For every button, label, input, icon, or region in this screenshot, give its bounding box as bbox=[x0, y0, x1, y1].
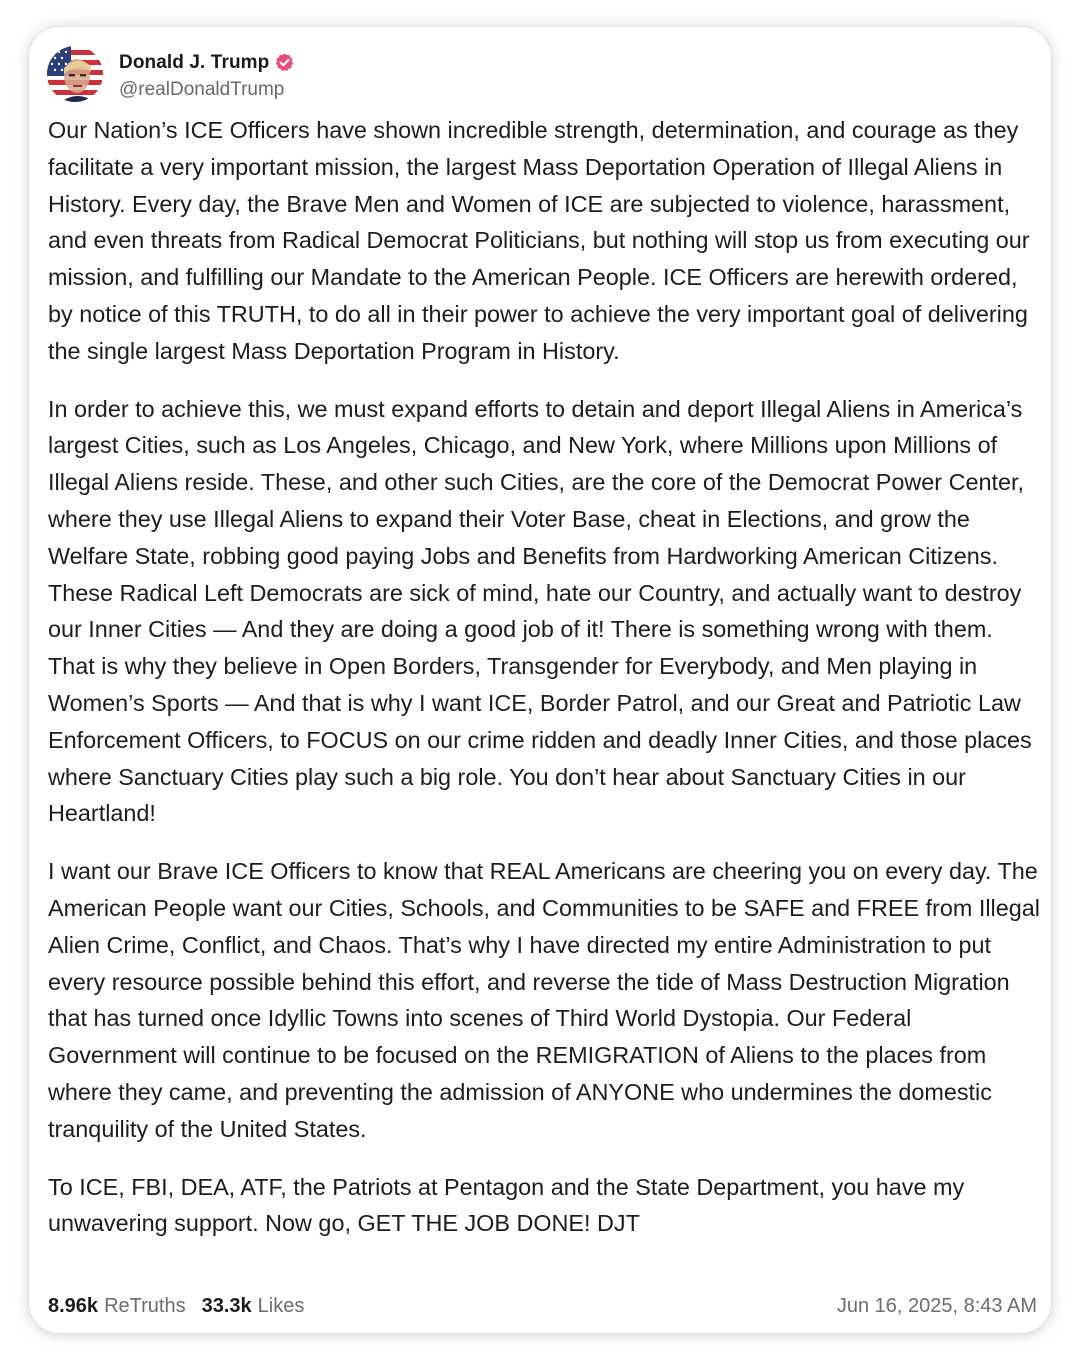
avatar[interactable] bbox=[47, 46, 103, 102]
post-footer bbox=[48, 1291, 1037, 1321]
avatar-image bbox=[47, 46, 103, 102]
verified-badge-icon bbox=[274, 52, 295, 73]
post-paragraph-4: To ICE, FBI, DEA, ATF, the Patriots at Pentagon and the State Department, you have my unwavering support. Now go, GET THE JOB DONE! DJT bbox=[48, 1173, 965, 1237]
post-card bbox=[29, 27, 1051, 1333]
author-block bbox=[119, 48, 295, 101]
retruths-label: ReTruths bbox=[104, 1294, 186, 1317]
author-name[interactable]: Donald J. Trump bbox=[119, 51, 270, 73]
post-paragraph-3: I want our Brave ICE Officers to know that REAL Americans are cheering you on every day. The American People want our Cities, Schools, and Communities to be SAFE and FREE from Illegal Alien Crime, Conflict, and Chaos. That’s why I have directed my entire Administration to put every resource possible behind this effort, and reverse the tide of Mass Destruction Migration that has turned once Idyllic Towns into scenes of Third World Dystopia. Our Federal Government will continue to be focused on the REMIGRATION of Aliens to the places from where they came, and preventing the admission of ANYONE who undermines the domestic tranquility of the United States. bbox=[48, 858, 1040, 1142]
post-header bbox=[47, 44, 295, 104]
author-name-row bbox=[119, 48, 295, 78]
post-timestamp[interactable]: Jun 16, 2025, 8:43 AM bbox=[836, 1294, 1037, 1317]
likes-label: Likes bbox=[257, 1294, 305, 1317]
author-handle[interactable]: @realDonaldTrump bbox=[119, 78, 285, 100]
retruths-count: 8.96k bbox=[48, 1294, 99, 1317]
likes-count: 33.3k bbox=[201, 1294, 252, 1317]
post-paragraph-1: Our Nation’s ICE Officers have shown incredible strength, determination, and courage as they facilitate a very important mission, the largest Mass Deportation Operation of Illegal Aliens in History. Every day, the Brave Men and Women of ICE are subjected to violence, harassment, and even threats from Radical Democrat Politicians, but nothing will stop us from executing our mission, and fulfilling our Mandate to the American People. ICE Officers are herewith ordered, by notice of this TRUTH, to do all in their power to achieve the very important goal of delivering the single largest Mass Deportation Program in History. bbox=[48, 117, 1030, 364]
retruths-stat[interactable] bbox=[48, 1295, 186, 1318]
post-stats bbox=[48, 1295, 320, 1318]
post-paragraph-2: In order to achieve this, we must expand efforts to detain and deport Illegal Aliens in America’s largest Cities, such as Los Angeles, Chicago, and New York, where Millions upon Millions of Illegal Aliens reside. These, and other such Cities, are the core of the Democrat Power Center, where they use Illegal Aliens to expand their Voter Base, cheat in Elections, and grow the Welfare State, robbing good paying Jobs and Benefits from Hardworking American Citizens. These Radical Left Democrats are sick of mind, hate our Country, and actually want to destroy our Inner Cities — And they are doing a good job of it! There is something wrong with them. That is why they believe in Open Borders, Transgender for Everybody, and Men playing in Women’s Sports — And that is why I want ICE, Border Patrol, and our Great and Patriotic Law Enforcement Officers, to FOCUS on our crime ridden and deadly Inner Cities, and those places where Sanctuary Cities play such a big role. You don’t hear about Sanctuary Cities in our Heartland! bbox=[48, 395, 1032, 827]
likes-stat[interactable] bbox=[202, 1295, 305, 1318]
post-body bbox=[48, 112, 1040, 1242]
